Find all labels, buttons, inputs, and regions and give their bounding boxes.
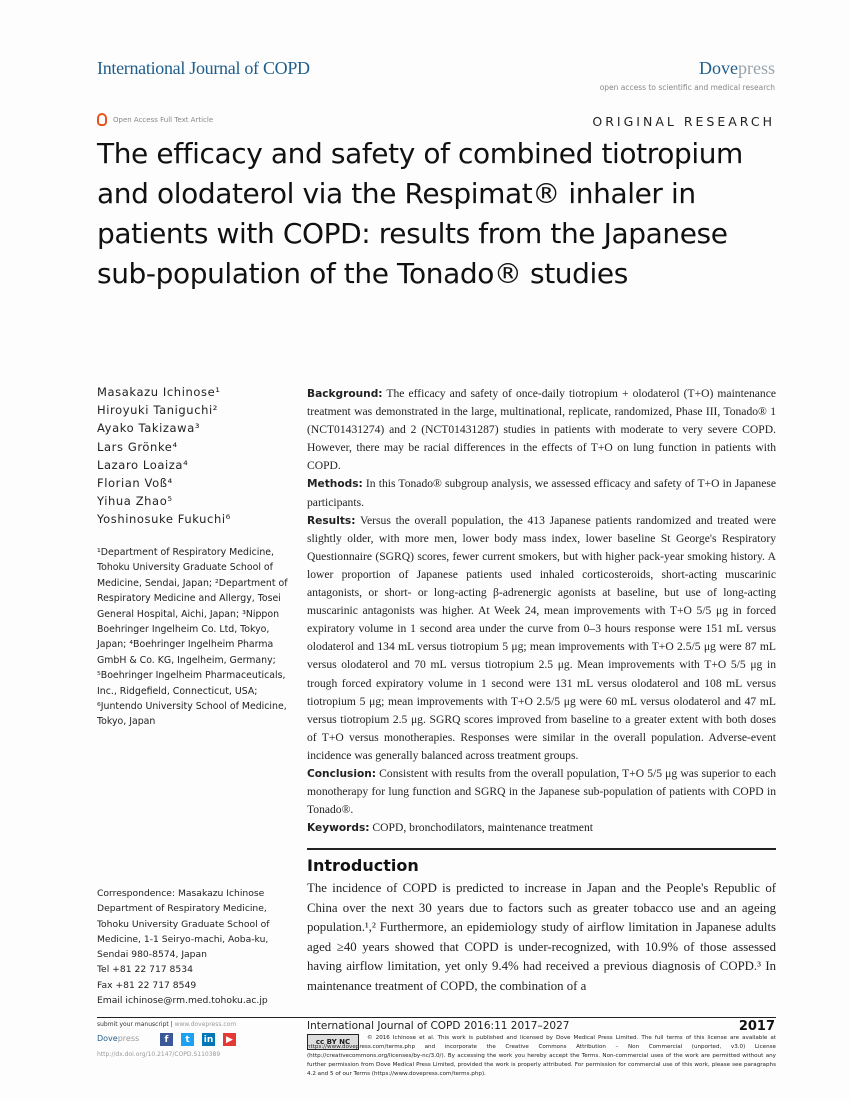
divider — [307, 848, 776, 850]
footer-publisher-logo — [97, 1034, 139, 1043]
license-text: © 2016 Ichinose et al. This work is published and licensed by Dove Medical Press Limited. The full terms of this license are available at https://www.dovepress.com/terms.php and incorporate the Creative Commons Attribution – Non Commercial (unported, v3.0) License (http://creativecommons.org/licenses/by-nc/3.0/). By accessing the work you hereby accept the Terms. Non-commercial uses of the work are permitted without any further permission from Dove Medical Press Limited, provided the work is properly attributed. For permission for commercial use of this work, please see paragraphs 4.2 and 5 of our Terms (https://www.dovepress.com/terms.php). — [307, 1035, 776, 1077]
submit-label: submit your manuscript — [97, 1021, 169, 1028]
correspondence-line: Medicine, 1-1 Seiryo-machi, Aoba-ku, — [97, 933, 269, 945]
correspondence-line: Department of Respiratory Medicine, — [97, 903, 267, 915]
linkedin-icon[interactable]: in — [203, 1034, 214, 1045]
creative-commons-badge[interactable]: cc BY NC — [307, 1034, 359, 1050]
author: Yihua Zhao⁵ — [97, 494, 173, 509]
abstract-keywords — [307, 819, 776, 837]
social-links — [160, 1033, 236, 1046]
abstract-methods — [307, 475, 776, 511]
author: Florian Voß⁴ — [97, 476, 173, 491]
footer-citation: International Journal of COPD 2016:11 2017–2027 — [307, 1020, 570, 1032]
journal-name: International Journal of COPD — [97, 58, 310, 78]
correspondence-line: Correspondence: Masakazu Ichinose — [97, 888, 265, 899]
article-title: The efficacy and safety of combined tiotropium and olodaterol via the Respimat® inhaler in patients with COPD: results from the Japanese sub-population of the Tonado® studies — [97, 137, 743, 290]
open-access-label — [97, 113, 213, 126]
section-text: In this Tonado® subgroup analysis, we assessed efficacy and safety of T+O in Japanese participants. — [307, 477, 776, 509]
section-label: Conclusion: — [307, 767, 377, 780]
abstract-conclusion — [307, 765, 776, 819]
footer-logo-main: Dove — [97, 1034, 118, 1043]
publisher-logo-main: Dove — [699, 58, 738, 78]
page-number: 2017 — [738, 1019, 775, 1034]
twitter-icon[interactable]: t — [181, 1033, 194, 1046]
publisher-logo-suffix: press — [738, 58, 775, 78]
footer-logo-suffix: press — [117, 1034, 140, 1043]
publisher-logo — [699, 58, 775, 79]
author: Yoshinosuke Fukuchi⁶ — [97, 512, 231, 527]
author-list — [97, 383, 231, 529]
article-type: ORIGINAL RESEARCH — [592, 114, 775, 129]
section-text: The efficacy and safety of once-daily tiotropium + olodaterol (T+O) maintenance treatment was demonstrated in the large, multinational, replicate, randomized, Phase III, Tonado® 1 (NCT01431274) and 2 (NCT01431287) studies in patients with moderate to very severe COPD. However, there may be racial differences in the effects of T+O on lung function in patients with COPD. — [307, 387, 776, 473]
publisher-tagline: open access to scientific and medical research — [599, 83, 775, 92]
abstract-results — [307, 512, 776, 765]
author: Hiroyuki Taniguchi² — [97, 403, 219, 418]
introduction-text: The incidence of COPD is predicted to increase in Japan and the People's Republic of China over the next 30 years due to factors such as greater tobacco use and an ageing population.¹,² Furthermore, an epidemiology study of airflow limitation in Japanese adults aged ≥40 years showed that COPD is under-recognized, with 10.9% of those assessed having airflow limitation, yet only 9.4% had received a previous diagnosis of COPD.³ In maintenance treatment of COPD, the combination of a — [307, 881, 776, 993]
open-access-lock-icon — [97, 113, 107, 126]
author: Ayako Takizawa³ — [97, 421, 201, 436]
author: Masakazu Ichinose¹ — [97, 385, 221, 399]
section-text: COPD, bronchodilators, maintenance treatment — [369, 821, 593, 835]
correspondence — [97, 886, 297, 1008]
correspondence-line: Tel +81 22 717 8534 — [97, 964, 193, 976]
submit-url[interactable]: www.dovepress.com — [174, 1021, 237, 1028]
correspondence-email[interactable]: Email ichinose@rm.med.tohoku.ac.jp — [97, 995, 268, 1007]
correspondence-line: Fax +81 22 717 8549 — [97, 979, 197, 991]
introduction-heading: Introduction — [307, 856, 419, 875]
youtube-icon[interactable]: ▶ — [223, 1033, 236, 1046]
affiliations: ¹Department of Respiratory Medicine, Tohoku University Graduate School of Medicine, Sendai, Japan; ²Department of Respiratory Medicine and Allergy, Tosei General Hospital, Aichi, Japan; ³Nippon Boehringer Ingelheim Co. Ltd, Tokyo, Japan; ⁴Boehringer Ingelheim Pharma GmbH & Co. KG, Ingelheim, Germany; ⁵Boehringer Ingelheim Pharmaceuticals, Inc., Ridgefield, Connecticut, USA; ⁶Juntendo University School of Medicine, Tokyo, Japan — [97, 547, 288, 728]
doi-link[interactable]: http://dx.doi.org/10.2147/COPD.S110389 — [97, 1051, 221, 1058]
abstract — [307, 385, 776, 837]
section-label: Results: — [307, 514, 356, 527]
author: Lars Grönke⁴ — [97, 439, 178, 454]
correspondence-line: Tohoku University Graduate School of — [97, 918, 270, 930]
open-access-text: Open Access Full Text Article — [113, 115, 214, 124]
section-label: Methods: — [307, 478, 363, 491]
footer-divider — [97, 1017, 776, 1018]
section-text: Consistent with results from the overall population, T+O 5/5 μg was superior to each monotherapy for lung function and SGRQ in the Japanese sub-population of patients with COPD in Tonado®. — [307, 766, 776, 817]
section-label: Background: — [307, 388, 383, 400]
facebook-icon[interactable]: f — [160, 1033, 173, 1046]
section-text: Versus the overall population, the 413 Japanese patients randomized and treated were slightly older, with more men, lower body mass index, lower baseline St George's Respiratory Questionnaire (SGRQ) scores, fewer current smokers, but with higher pack-year smoking history. A lower proportion of Japanese patients used inhaled corticosteroids, short-acting muscarinic antagonists, or short- or long-acting β-adrenergic agonists at baseline, but use of long-acting muscarinic antagonists was higher. At Week 24, mean improvements with T+O 5/5 μg in forced expiratory volume in 1 second area under the curve from 0–3 hours response were 151 mL versus olodaterol and 134 mL versus tiotropium 5 μg; mean improvements with T+O 2.5/5 μg were 87 mL versus olodaterol and 70 mL versus tiotropium 2.5 μg. Mean improvements with T+O 5/5 μg in trough forced expiratory volume in 1 second were 131 mL versus olodaterol and 108 mL versus tiotropium 5 μg; mean improvements with T+O 2.5/5 μg were 60 mL versus olodaterol and 47 mL versus tiotropium 2.5 μg. SGRQ scores improved from baseline to a greater extent with both doses of T+O versus monotherapies. Responses were similar in the overall population. Adverse-event incidence was generally balanced across treatment groups. — [307, 513, 776, 762]
correspondence-line: Sendai 980-8574, Japan — [97, 949, 207, 961]
section-label: Keywords: — [307, 822, 370, 835]
author: Lazaro Loaiza⁴ — [97, 457, 189, 472]
submit-manuscript-link[interactable]: submit your manuscript | www.dovepress.com — [97, 1021, 237, 1028]
abstract-background — [307, 385, 776, 475]
